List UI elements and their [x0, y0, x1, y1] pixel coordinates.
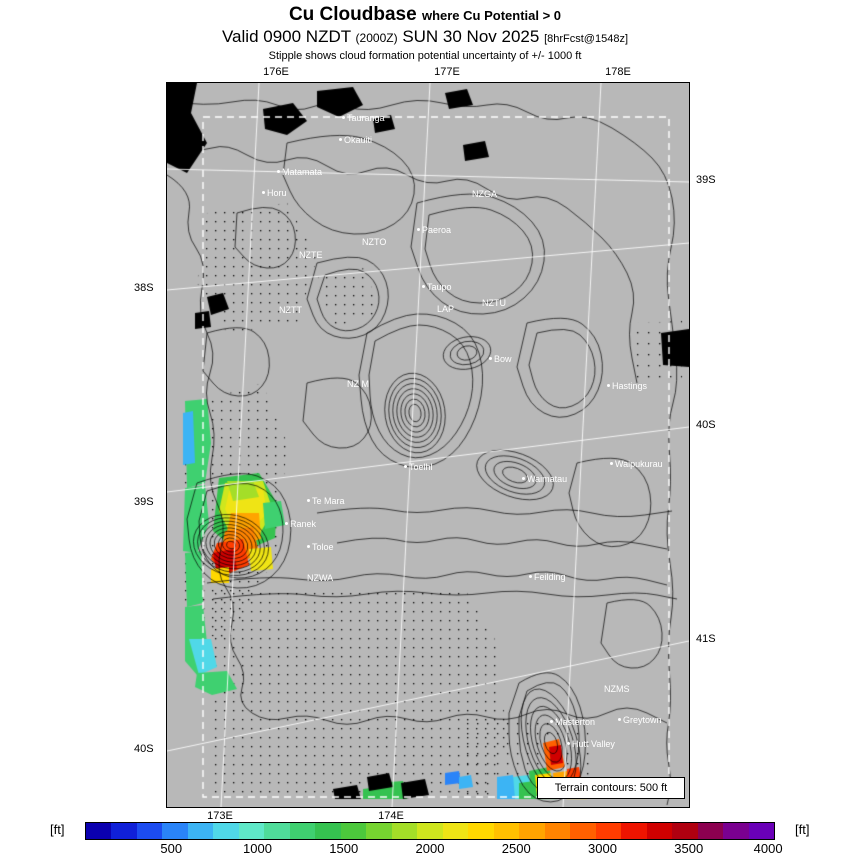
colorbar-swatch — [443, 823, 468, 839]
axis-tick-label: 177E — [434, 66, 460, 78]
place-label-text: NZMS — [604, 684, 630, 694]
colorbar-tick: 2000 — [415, 841, 445, 856]
title-block — [0, 4, 850, 63]
colorbar-swatch — [417, 823, 442, 839]
axis-tick-label: 40S — [696, 419, 716, 431]
place-label-text: Paeroa — [422, 225, 452, 235]
place-label-text: Tauranga — [347, 113, 385, 123]
colorbar-swatch — [749, 823, 774, 839]
title-main: Cu Cloudbase — [288, 4, 417, 25]
colorbar-swatch — [213, 823, 238, 839]
place-label-text: NZ M — [347, 379, 369, 389]
valid-date: SUN 30 Nov 2025 — [402, 27, 540, 46]
map-canvas[interactable] — [167, 83, 689, 807]
colorbar-swatch — [698, 823, 723, 839]
colorbar-tick: 4000 — [753, 841, 783, 856]
colorbar-tick: 3500 — [674, 841, 704, 856]
colorbar-swatch — [264, 823, 289, 839]
place-label-text: Waipukurau — [615, 459, 663, 469]
axis-tick-label: 174E — [378, 810, 404, 822]
colorbar-swatch — [545, 823, 570, 839]
place-label-text: Hastings — [612, 381, 648, 391]
colorbar-swatch — [647, 823, 672, 839]
colorbar-swatch — [137, 823, 162, 839]
colorbar-swatch — [723, 823, 748, 839]
title-condition: where Cu Potential > 0 — [421, 8, 562, 23]
place-label-text: Greytown — [623, 715, 662, 725]
place-label-text: Bow — [494, 354, 512, 364]
place-label-text: Okauiti — [344, 135, 373, 145]
colorbar-unit-right: [ft] — [795, 822, 810, 837]
colorbar-swatch — [570, 823, 595, 839]
colorbar-tick: 500 — [160, 841, 183, 856]
colorbar-tick: 3000 — [588, 841, 617, 856]
colorbar-swatch — [315, 823, 340, 839]
colorbar-swatch — [468, 823, 493, 839]
axis-tick-label: 40S — [134, 743, 154, 755]
place-label-text: Toelhl — [409, 462, 433, 472]
colorbar-swatch — [341, 823, 366, 839]
place-label-text: Feilding — [534, 572, 566, 582]
place-label-text: NZTE — [299, 250, 323, 260]
axis-tick-label: 41S — [696, 633, 716, 645]
place-label-text: NZTO — [362, 237, 387, 247]
colorbar-section — [0, 820, 850, 860]
place-label-text: NZTU — [482, 298, 506, 308]
axis-tick-label: 39S — [696, 174, 716, 186]
subtitle: Stipple shows cloud formation potential uncertainty of +/- 1000 ft — [268, 50, 582, 62]
colorbar-swatch — [86, 823, 111, 839]
chart-title — [0, 4, 850, 27]
colorbar-tick: 1500 — [329, 841, 359, 856]
place-label-text: NZWA — [307, 573, 334, 583]
place-label-text: Masterton — [555, 717, 596, 727]
place-label-text: Hutt Valley — [572, 739, 615, 749]
colorbar-tick-labels — [85, 841, 783, 859]
map-panel[interactable] — [166, 82, 690, 808]
colorbar-tick: 1000 — [243, 841, 272, 856]
colorbar-swatch — [596, 823, 621, 839]
place-label-text: Horu — [267, 188, 287, 198]
colorbar-swatch — [672, 823, 697, 839]
colorbar-unit-left: [ft] — [50, 822, 65, 837]
axis-tick-label: 38S — [134, 282, 154, 294]
axis-tick-label: 39S — [134, 496, 154, 508]
colorbar-tick: 2500 — [501, 841, 531, 856]
colorbar-swatch — [239, 823, 264, 839]
place-label-text: LAP — [437, 304, 455, 314]
colorbar-swatch — [621, 823, 646, 839]
axis-tick-label: 173E — [207, 810, 233, 822]
place-label-text: Ranek — [290, 519, 317, 529]
place-label-text: NZTT — [279, 305, 302, 315]
colorbar-swatch — [162, 823, 187, 839]
place-label-text: Te Mara — [312, 496, 345, 506]
axis-tick-label: 176E — [263, 66, 289, 78]
valid-time-line — [0, 27, 850, 49]
valid-time: Valid 0900 NZDT — [221, 27, 351, 46]
colorbar-swatch — [366, 823, 391, 839]
valid-utc: (2000Z) — [355, 31, 398, 45]
forecast-tag: [8hrFcst@1548z] — [544, 33, 629, 45]
colorbar-swatch — [519, 823, 544, 839]
place-label-text: Matamata — [282, 167, 323, 177]
colorbar-swatch — [111, 823, 136, 839]
axis-tick-label: 178E — [605, 66, 631, 78]
colorbar-swatch — [392, 823, 417, 839]
colorbar-swatch — [494, 823, 519, 839]
colorbar-swatch — [290, 823, 315, 839]
colorbar-swatch — [188, 823, 213, 839]
place-label-text: Waimatau — [527, 474, 568, 484]
place-label-text: Taupo — [427, 282, 452, 292]
terrain-contour-note: Terrain contours: 500 ft — [537, 777, 685, 799]
place-label-text: Toloe — [312, 542, 334, 552]
colorbar[interactable] — [85, 822, 775, 840]
place-label-text: NZGA — [472, 189, 498, 199]
